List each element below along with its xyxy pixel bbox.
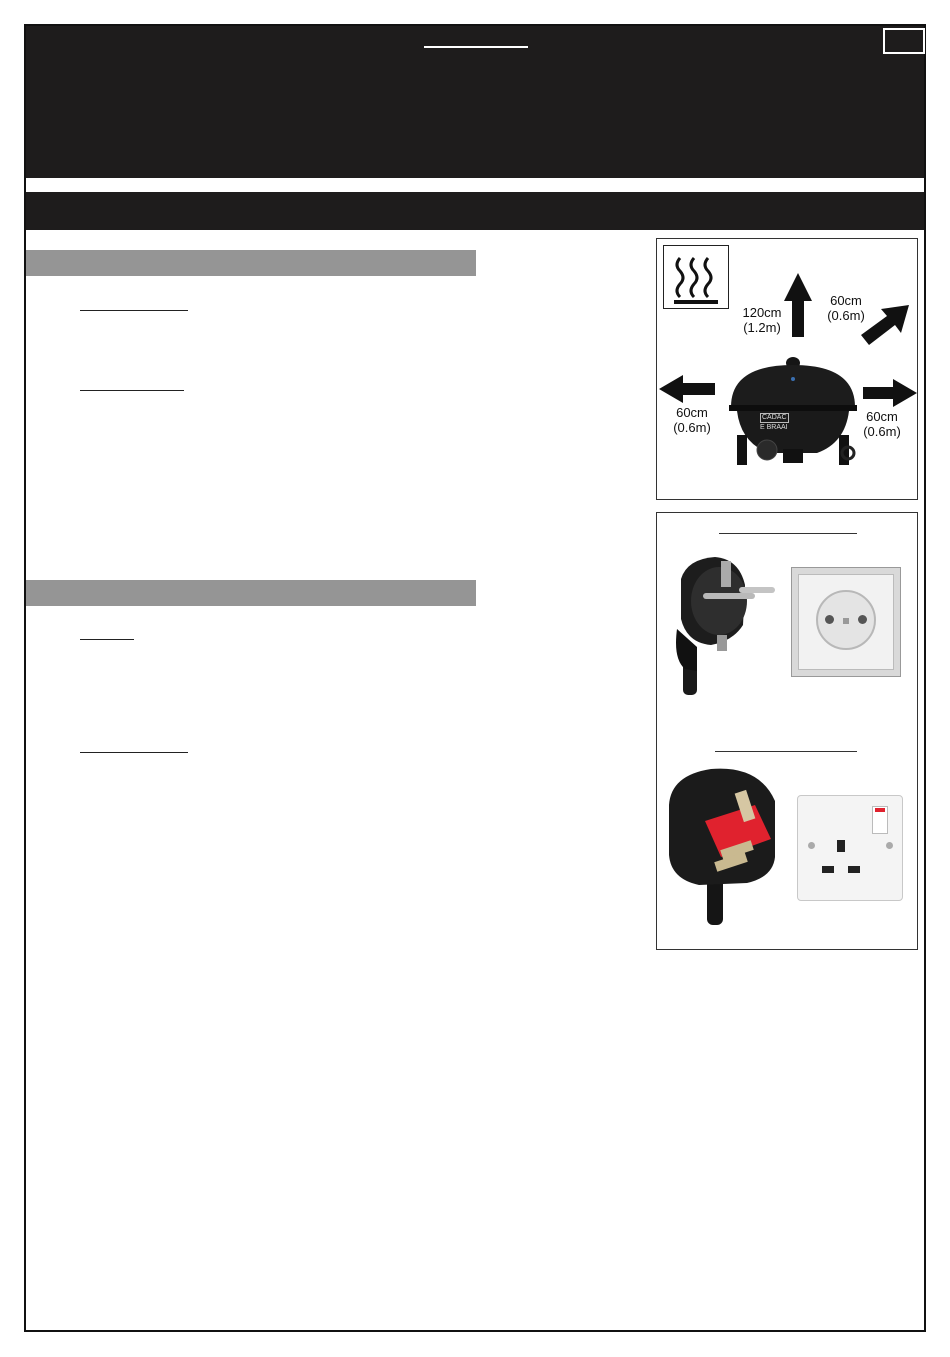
subheading-underline bbox=[80, 390, 184, 391]
product-brand: CADAC bbox=[762, 414, 787, 421]
clearance-right-label: 60cm (0.6m) bbox=[863, 409, 901, 439]
subheading-underline bbox=[80, 639, 134, 640]
clearance-top-right-label: 60cm (0.6m) bbox=[827, 293, 865, 323]
page-number-box bbox=[883, 28, 925, 54]
clearance-top-label: 120cm (1.2m) bbox=[742, 305, 782, 335]
uk-socket-image bbox=[797, 795, 903, 901]
title-underline bbox=[424, 46, 528, 48]
caption-underline bbox=[715, 751, 857, 752]
uk-plug-image bbox=[663, 765, 785, 925]
hot-surface-icon bbox=[663, 245, 729, 309]
eu-plug-image bbox=[663, 549, 779, 697]
product-model: E BRAAI bbox=[760, 424, 788, 431]
subheading-underline bbox=[80, 752, 188, 753]
caption-underline bbox=[719, 533, 857, 534]
subheading-underline bbox=[80, 310, 188, 311]
arrow-right-icon bbox=[863, 379, 917, 407]
clearance-left-label: 60cm (0.6m) bbox=[673, 405, 711, 435]
header-banner bbox=[26, 26, 924, 178]
section-bar-2 bbox=[26, 580, 476, 606]
clearance-diagram bbox=[656, 238, 918, 500]
plug-socket-panel bbox=[656, 512, 918, 950]
e-braai-grill-image bbox=[723, 355, 863, 471]
arrow-up-icon bbox=[783, 273, 813, 337]
subheader-banner bbox=[26, 192, 924, 230]
arrow-left-icon bbox=[659, 375, 715, 403]
section-bar-1 bbox=[26, 250, 476, 276]
eu-socket-image bbox=[791, 567, 901, 677]
